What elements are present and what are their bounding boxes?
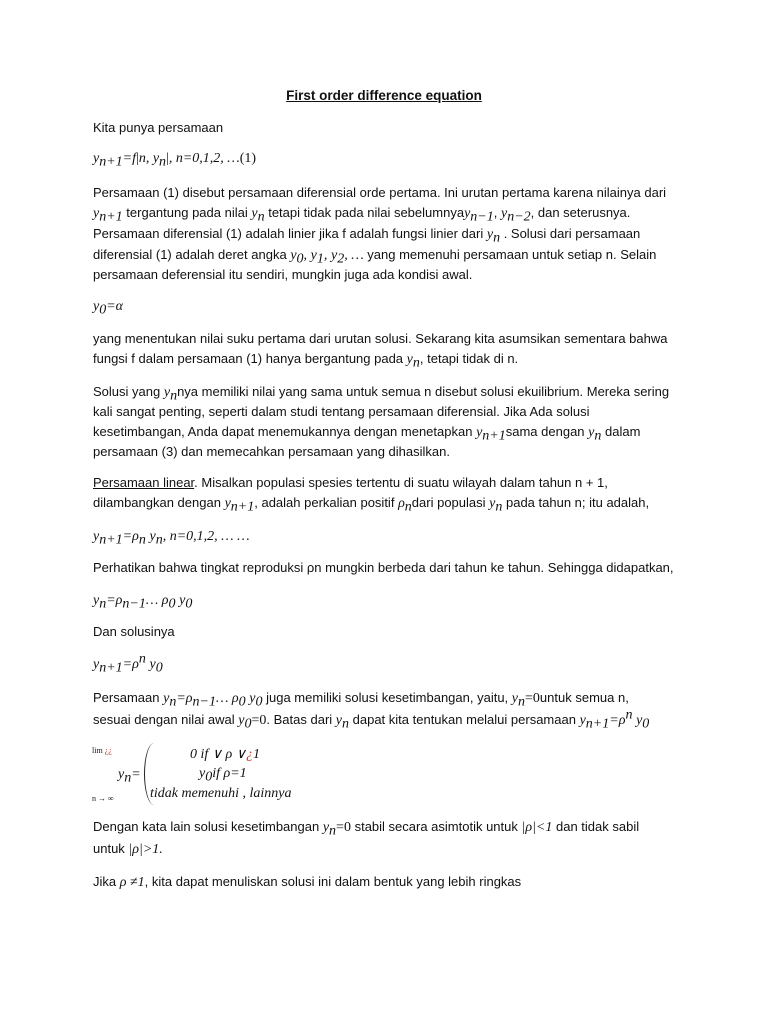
math-token: |ρ|>1. xyxy=(128,842,163,857)
math-token: . Misalkan populasi spesies tertentu di suatu wilayah dalam tahun n + 1, xyxy=(194,475,608,490)
math-token: . Solusi dari persamaan xyxy=(503,226,641,241)
math-token: ¿¿ xyxy=(104,746,112,755)
p4-line-3 xyxy=(93,423,640,442)
math-token: |ρ|<1 xyxy=(521,820,553,835)
math-token: diferensial (1) adalah deret angka xyxy=(93,247,287,262)
math-token: Persamaan diferensial (1) adalah linier jika f adalah fungsi linier dari xyxy=(93,226,484,241)
math-token: n xyxy=(518,694,526,710)
math-token: tergantung pada nilai xyxy=(126,205,248,220)
p8-line-2 xyxy=(93,707,650,732)
equation-product xyxy=(93,591,192,610)
p9-line-2 xyxy=(93,840,163,859)
math-token: y xyxy=(489,496,496,511)
math-token: 0 xyxy=(238,694,246,710)
math-token: y xyxy=(249,691,256,706)
math-token: y xyxy=(406,352,413,367)
p2-line-3 xyxy=(93,225,640,244)
math-token: 0 xyxy=(296,251,304,267)
p2-line-2 xyxy=(93,204,630,223)
math-token: , xyxy=(493,205,498,220)
piecewise-case-3 xyxy=(150,784,292,803)
math-token: … ρ xyxy=(215,691,239,706)
math-token: n xyxy=(594,428,602,444)
math-token: y xyxy=(322,820,330,835)
math-token: y xyxy=(511,691,519,706)
math-token: 0 xyxy=(642,716,650,732)
math-token: y xyxy=(93,206,100,221)
math-token: n xyxy=(138,532,146,548)
math-token: , xyxy=(303,248,308,263)
piecewise-lhs xyxy=(118,765,141,784)
math-token: n, y xyxy=(138,151,160,166)
math-token: y xyxy=(238,713,245,728)
math-token: n+1 xyxy=(230,499,255,515)
math-token: ρ xyxy=(132,657,139,672)
math-token: untuk xyxy=(93,841,125,856)
math-token: y xyxy=(163,691,170,706)
math-token: 0 xyxy=(99,302,107,318)
math-token: n xyxy=(404,499,412,515)
math-token: ρ ≠1 xyxy=(119,875,145,890)
p2-line-1: Persamaan (1) disebut persamaan diferensial orde pertama. Ini urutan pertama karena nilainya dari xyxy=(93,185,667,200)
p5-line-1 xyxy=(93,474,608,492)
math-token: stabil secara asimtotik untuk xyxy=(354,819,518,834)
math-token: , dan seterusnya. xyxy=(530,205,631,220)
math-token: n xyxy=(412,355,420,371)
math-token: ρ xyxy=(398,496,405,511)
math-token: untuk semua n, xyxy=(539,690,629,705)
piecewise-case-2 xyxy=(199,764,247,783)
math-token: =f xyxy=(122,151,137,166)
math-token: nya memiliki nilai yang sama untuk semua n disebut solusi ekuilibrium. Mereka sering xyxy=(177,384,670,399)
math-token: y xyxy=(331,248,338,263)
p4-line-2: kali sangat penting, seperti dalam studi tentang persamaan diferensial. Jika Ada solusi xyxy=(93,404,590,419)
math-token: 1 xyxy=(316,251,324,267)
math-token: = xyxy=(122,529,133,544)
math-token: , tetapi tidak di n. xyxy=(419,351,519,366)
p10-line xyxy=(93,873,521,892)
equation-label: (1) xyxy=(239,151,257,166)
math-token: Persamaan xyxy=(93,690,160,705)
math-token: y xyxy=(93,657,100,672)
math-token: = xyxy=(609,713,619,728)
math-token: , adalah perkalian positif xyxy=(254,495,395,510)
paragraph-intro: Kita punya persamaan xyxy=(93,120,224,135)
math-token: , n=0,1,2, … … xyxy=(162,529,250,544)
math-token: n+1 xyxy=(99,660,123,676)
math-token: ρ xyxy=(132,529,139,544)
math-token: , n=0,1,2, … xyxy=(168,151,240,166)
math-token: n xyxy=(170,388,178,404)
math-token: yang memenuhi persamaan untuk setiap n. Selain xyxy=(367,247,657,262)
math-token: lim xyxy=(92,746,103,755)
math-token: n xyxy=(99,596,107,612)
math-token: n+1 xyxy=(585,716,610,732)
math-token: = xyxy=(122,657,133,672)
math-token: 0 xyxy=(255,694,263,710)
math-token: n+1 xyxy=(99,209,123,225)
math-token: dalam xyxy=(605,424,641,439)
math-token: y xyxy=(290,248,297,263)
section-heading-linear: Persamaan linear xyxy=(93,475,195,490)
math-token: = xyxy=(131,767,141,782)
math-token: y xyxy=(500,206,508,221)
math-token: y xyxy=(118,767,125,782)
math-token: n xyxy=(169,694,177,710)
math-token: y xyxy=(199,766,206,781)
math-token: … ρ xyxy=(145,593,169,608)
equation-initial xyxy=(93,297,123,316)
math-token: n xyxy=(257,209,265,225)
math-token: kesetimbangan, Anda dapat menemukannya dengan menetapkan xyxy=(93,424,473,439)
math-token: Jika xyxy=(93,874,117,889)
math-token: n xyxy=(124,770,132,786)
math-token: n+1 xyxy=(482,428,506,444)
math-token: juga memiliki solusi kesetimbangan, yaitu, xyxy=(266,690,509,705)
math-token: y xyxy=(464,206,471,221)
p3-line-2 xyxy=(93,350,518,369)
math-token: 0 xyxy=(244,716,252,732)
math-token: n xyxy=(138,651,146,667)
math-token: . Batas dari xyxy=(266,712,333,727)
math-token: n xyxy=(495,499,503,515)
math-token: y xyxy=(486,227,494,242)
math-token: fungsi f dalam persamaan (1) hanya bergantung pada xyxy=(93,351,404,366)
math-token: n−1 xyxy=(470,209,494,225)
math-token: y xyxy=(579,713,586,728)
math-token: n−1 xyxy=(122,596,146,612)
math-token: , … xyxy=(344,248,364,263)
limit-label xyxy=(92,742,112,760)
math-token: =α xyxy=(106,299,124,314)
math-token: ρ xyxy=(185,691,193,706)
math-token: y xyxy=(93,299,100,314)
math-token: 0 xyxy=(205,769,213,785)
limit-subscript: n → ∞ xyxy=(92,794,114,803)
math-token: =0 xyxy=(525,691,540,706)
p2-line-4 xyxy=(93,246,656,265)
math-token: n xyxy=(342,716,350,732)
math-token: y xyxy=(224,496,231,511)
p5-line-2 xyxy=(93,494,649,513)
document-title: First order difference equation xyxy=(286,88,482,103)
math-token: 0 if ∨ ρ ∨ xyxy=(190,747,246,762)
p4-line-4: persamaan (3) dan memecahkan persamaan yang dihasilkan. xyxy=(93,444,450,459)
math-token: 1 xyxy=(253,747,260,762)
math-token: pada tahun n; itu adalah, xyxy=(505,495,650,510)
math-token: if ρ=1 xyxy=(212,766,247,781)
math-token: n xyxy=(625,707,633,723)
math-token: y xyxy=(93,529,100,544)
p7-line: Dan solusinya xyxy=(93,624,175,639)
math-token: 0 xyxy=(155,660,163,676)
math-token: y xyxy=(149,657,156,672)
math-token: n xyxy=(159,154,167,170)
math-token: n xyxy=(155,532,163,548)
math-token: y xyxy=(251,206,258,221)
math-token: y xyxy=(310,248,317,263)
math-token: =0 xyxy=(336,820,351,835)
eq1-lhs: y xyxy=(93,151,100,166)
math-token: Solusi yang xyxy=(93,384,161,399)
math-token: n xyxy=(493,230,501,246)
math-token: ρ xyxy=(115,593,123,608)
math-token: sesuai dengan nilai awal xyxy=(93,712,235,727)
math-token: Dengan kata lain solusi kesetimbangan xyxy=(93,819,320,834)
math-token: ρ xyxy=(618,713,626,728)
math-token: n+1 xyxy=(99,154,123,170)
p3-line-1: yang menentukan nilai suku pertama dari urutan solusi. Sekarang kita asumsikan sementara bahwa xyxy=(93,331,668,346)
math-token: dan tidak sabil xyxy=(556,819,640,834)
math-token: y xyxy=(588,425,595,440)
math-token: , xyxy=(323,248,328,263)
math-token: tetapi tidak pada nilai sebelumnya xyxy=(268,205,465,220)
math-token: tidak memenuhi , lainnya xyxy=(150,786,292,801)
equation-1: $y_{n+1}=f|n$, $y_n|$, n=0,1,2, …(1) xyxy=(93,151,257,170)
math-token: n xyxy=(329,823,337,839)
p4-line-1 xyxy=(93,383,669,402)
math-token: n−1 xyxy=(192,694,216,710)
piecewise-case-1 xyxy=(190,745,260,764)
p8-line-1 xyxy=(93,689,629,708)
math-token: dari populasi xyxy=(411,495,486,510)
p9-line-1 xyxy=(93,818,639,837)
math-token: y xyxy=(636,713,643,728)
math-token: sama dengan xyxy=(505,424,585,439)
math-token: y xyxy=(179,593,186,608)
math-token: n+1 xyxy=(99,532,123,548)
equation-solution xyxy=(93,651,163,676)
math-token: dapat kita tentukan melalui persamaan xyxy=(352,712,576,727)
math-token: =0 xyxy=(251,713,267,728)
math-token: y xyxy=(163,385,171,400)
math-token: , kita dapat menuliskan solusi ini dalam bentuk yang lebih ringkas xyxy=(144,874,522,889)
p2-line-5: persamaan deferensial itu sendiri, mungkin juga ada kondisi awal. xyxy=(93,267,473,282)
math-token: n−2 xyxy=(507,209,531,225)
math-token: y xyxy=(149,529,156,544)
math-token: = xyxy=(106,593,116,608)
p6-line: Perhatikan bahwa tingkat reproduksi ρn mungkin berbeda dari tahun ke tahun. Sehingga didapatkan, xyxy=(93,560,674,575)
math-token: 0 xyxy=(168,596,176,612)
math-token: 2 xyxy=(337,251,345,267)
math-token: dilambangkan dengan xyxy=(93,495,221,510)
math-token: = xyxy=(176,691,186,706)
math-token: y xyxy=(93,593,100,608)
math-token: y xyxy=(476,425,483,440)
math-token: 0 xyxy=(185,596,193,612)
equation-linear xyxy=(93,527,250,546)
math-token: y xyxy=(335,713,343,728)
math-token: ¿ xyxy=(246,747,253,762)
